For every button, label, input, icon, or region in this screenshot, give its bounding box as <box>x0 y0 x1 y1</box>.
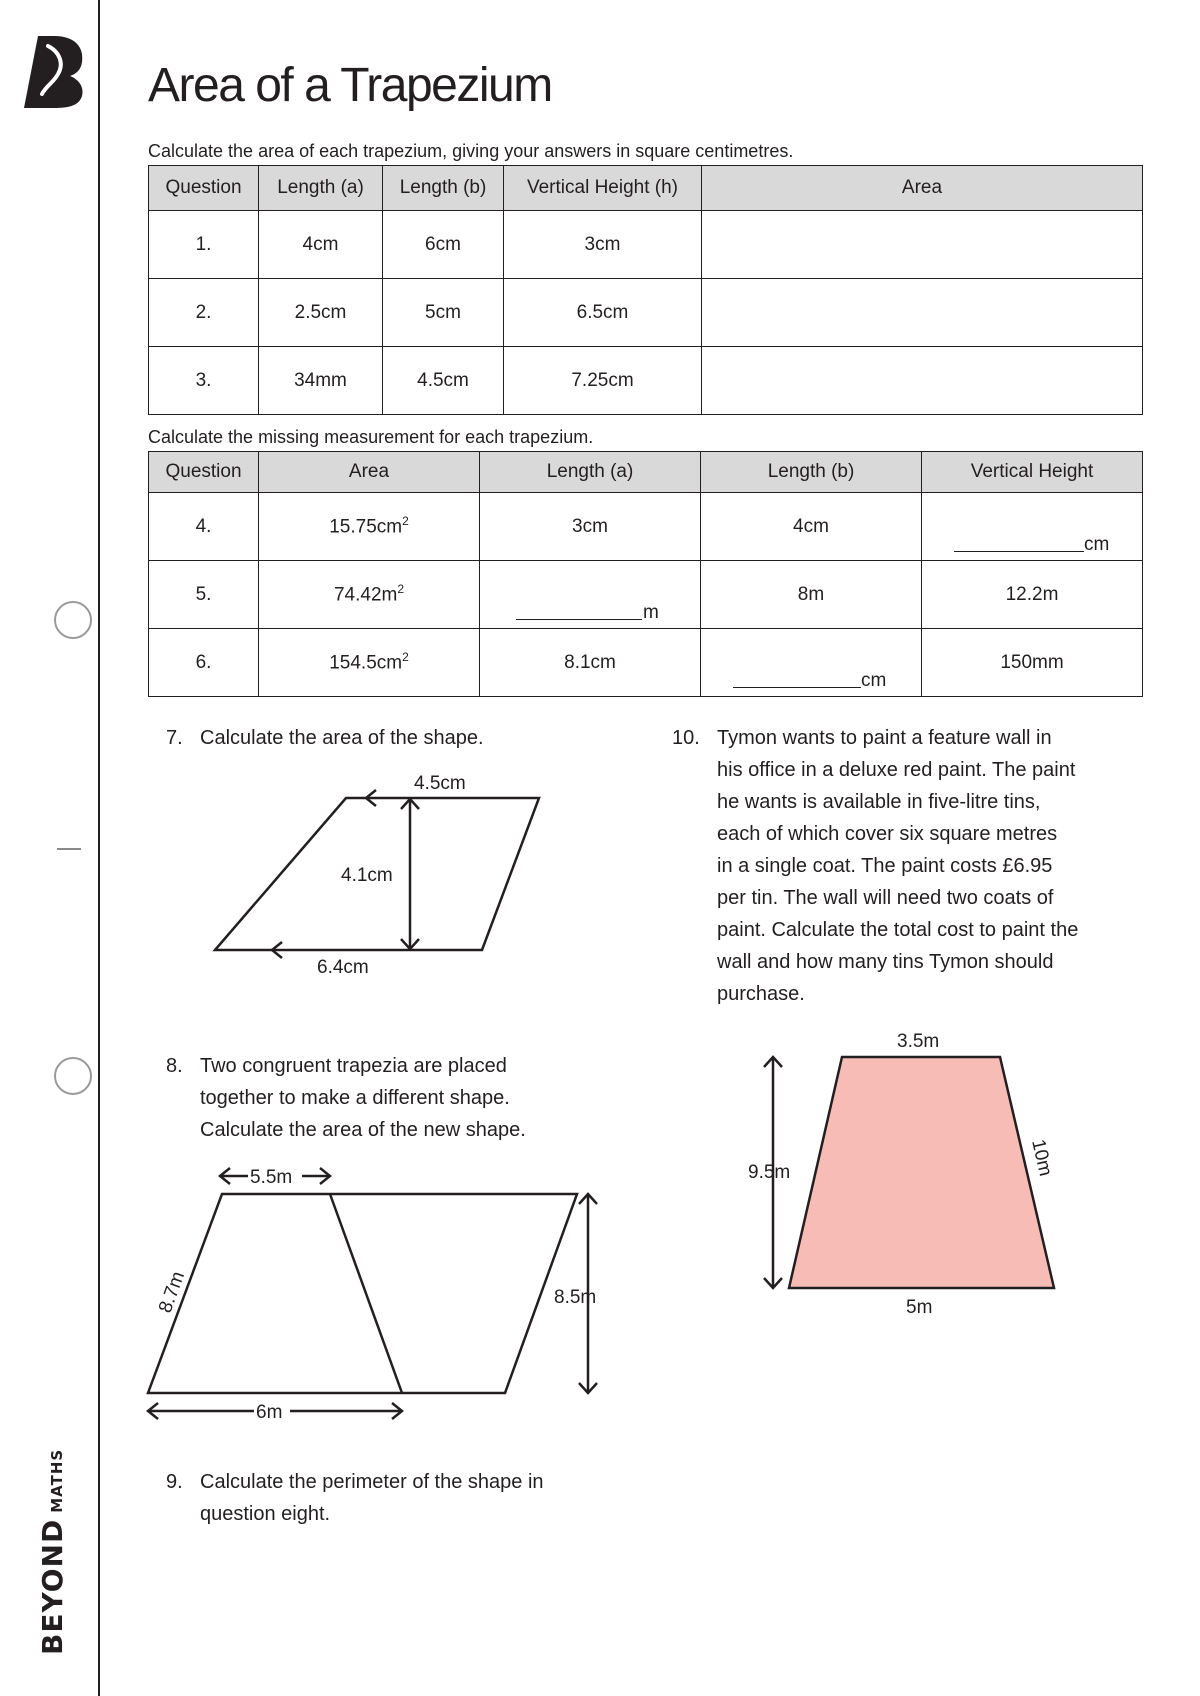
header-question: Question <box>149 452 259 493</box>
area-power: 2 <box>397 582 405 597</box>
q8-label-slant: 8.7m <box>154 1268 190 1316</box>
q7-label-top: 4.5cm <box>414 773 466 794</box>
question-number: 7. <box>166 727 183 749</box>
q10-label-slant: 10m <box>1027 1137 1056 1179</box>
length-a-value: 4cm <box>259 211 383 279</box>
area-power: 2 <box>402 650 409 665</box>
question-line: he wants is available in five-litre tins, <box>717 791 1041 813</box>
section1-instruction: Calculate the area of each trapezium, giving your answers in square centimetres. <box>148 141 794 161</box>
question-number: 3. <box>149 347 259 415</box>
question-number: 4. <box>149 493 259 561</box>
area-power: 2 <box>402 514 409 529</box>
answer-unit: m <box>643 602 659 623</box>
length-a-value: 8.1cm <box>480 629 701 697</box>
question-line: each of which cover six square metres <box>717 823 1058 845</box>
question-number: 2. <box>149 279 259 347</box>
question-line: paint. Calculate the total cost to paint the <box>717 919 1079 941</box>
question-line: his office in a deluxe red paint. The paint <box>717 759 1076 781</box>
length-b-value: 4.5cm <box>383 347 504 415</box>
question-line: Calculate the area of the shape. <box>200 727 484 749</box>
header-area: Area <box>259 452 480 493</box>
q8-label-bottom: 6m <box>256 1402 283 1423</box>
question-line: Calculate the perimeter of the shape in <box>200 1471 544 1493</box>
header-area: Area <box>702 166 1143 211</box>
q8-label-height: 8.5m <box>554 1287 597 1308</box>
area-number: 154.5cm <box>329 652 403 674</box>
answer-unit: cm <box>1084 534 1110 555</box>
height-value: 3cm <box>504 211 702 279</box>
question-number: 9. <box>166 1471 183 1493</box>
question-line: wall and how many tins Tymon should <box>717 951 1054 973</box>
q8-label-top: 5.5m <box>250 1167 293 1188</box>
header-length-b: Length (b) <box>701 452 922 493</box>
height-value: 12.2m <box>922 561 1143 629</box>
area-number: 74.42m <box>333 584 398 606</box>
q10-label-height: 9.5m <box>748 1162 791 1183</box>
area-number: 15.75cm <box>329 516 403 538</box>
length-b-value: 8m <box>701 561 922 629</box>
question-number: 1. <box>149 211 259 279</box>
header-length-b: Length (b) <box>383 166 504 211</box>
question-line: Calculate the area of the new shape. <box>200 1119 526 1141</box>
height-value: 6.5cm <box>504 279 702 347</box>
question-number: 6. <box>149 629 259 697</box>
header-vertical-height: Vertical Height <box>922 452 1143 493</box>
brand-word-main: BEYOND <box>36 1518 69 1655</box>
question-line: question eight. <box>200 1503 331 1525</box>
header-question: Question <box>149 166 259 211</box>
question-number: 10. <box>672 727 700 749</box>
q7-label-height: 4.1cm <box>341 865 393 886</box>
length-b-value: 6cm <box>383 211 504 279</box>
header-length-a: Length (a) <box>259 166 383 211</box>
length-b-value: 5cm <box>383 279 504 347</box>
length-a-value: 34mm <box>259 347 383 415</box>
page-title: Area of a Trapezium <box>148 59 552 112</box>
answer-unit: cm <box>861 670 887 691</box>
height-value: 150mm <box>922 629 1143 697</box>
question-line: purchase. <box>717 983 805 1005</box>
header-length-a: Length (a) <box>480 452 701 493</box>
question-number: 8. <box>166 1055 183 1077</box>
length-a-value: 2.5cm <box>259 279 383 347</box>
length-a-value: 3cm <box>480 493 701 561</box>
header-vertical-height: Vertical Height (h) <box>504 166 702 211</box>
q10-label-top: 3.5m <box>897 1031 940 1052</box>
height-value: 7.25cm <box>504 347 702 415</box>
length-b-value: 4cm <box>701 493 922 561</box>
question-line: in a single coat. The paint costs £6.95 <box>717 855 1053 877</box>
section2-instruction: Calculate the missing measurement for each trapezium. <box>148 427 594 447</box>
q10-wall-shape <box>789 1057 1054 1288</box>
question-line: Two congruent trapezia are placed <box>200 1055 507 1077</box>
brand-word-sub: MATHS <box>48 1448 66 1513</box>
q7-label-bottom: 6.4cm <box>317 957 369 978</box>
q10-label-bottom: 5m <box>906 1297 933 1318</box>
question-line: Tymon wants to paint a feature wall in <box>717 727 1052 749</box>
question-number: 5. <box>149 561 259 629</box>
question-line: per tin. The wall will need two coats of <box>717 887 1054 909</box>
question-line: together to make a different shape. <box>200 1087 510 1109</box>
